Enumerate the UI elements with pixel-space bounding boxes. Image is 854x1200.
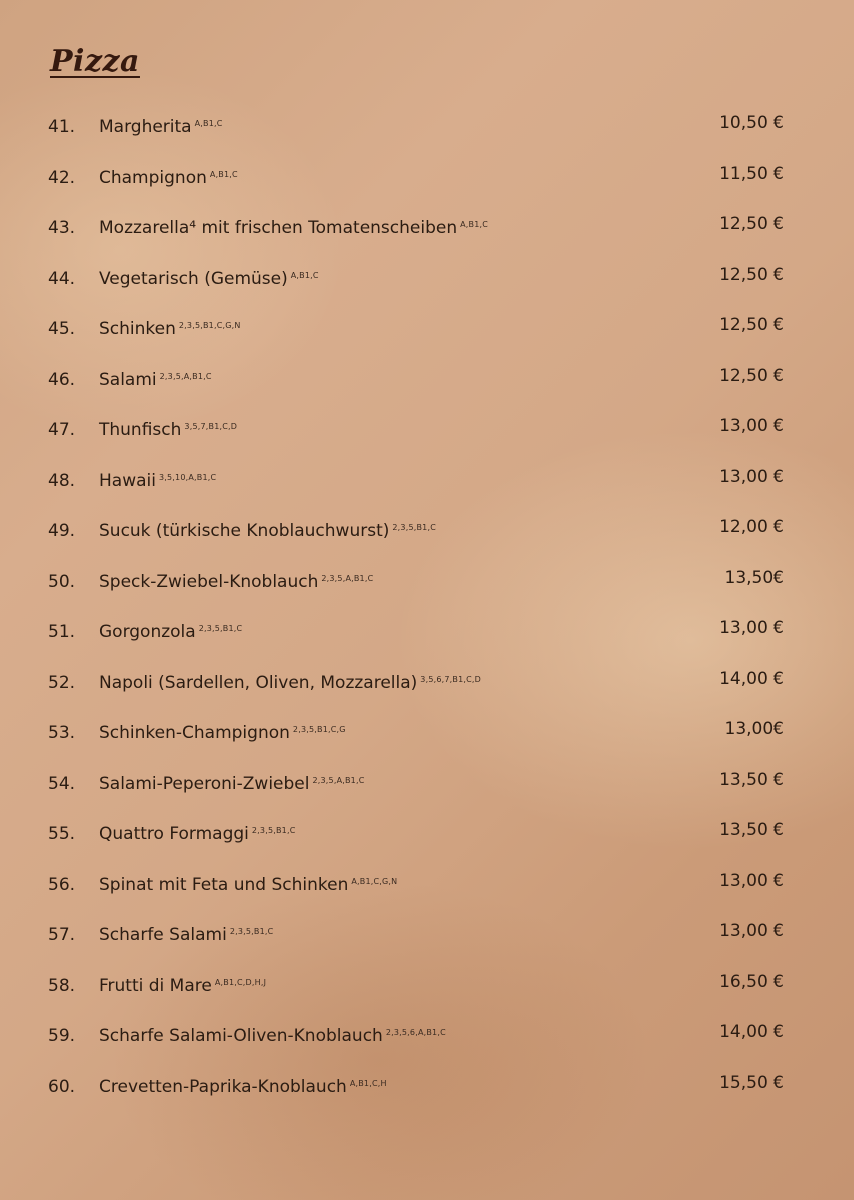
item-allergens: A,B1,C (209, 169, 238, 179)
menu-item (0, 567, 854, 623)
menu-item (0, 1072, 854, 1128)
menu-item (0, 820, 854, 875)
item-name: Schinken $^{2,3,5,B1,C,G,N}$ (99, 319, 241, 339)
item-allergens: 2,3,5,B1,C,G (292, 725, 346, 734)
item-allergens: 3,5,10,A,B1,C (158, 472, 217, 482)
item-allergens: 2,3,5,B1,C (392, 523, 436, 532)
item-name: Mozzarella⁴ mit frischen Tomatenscheiben $^{A,B1,C}$ (99, 218, 489, 238)
menu-item (0, 870, 854, 926)
item-price: 13,00 € (719, 416, 784, 436)
item-number: 51. (48, 622, 76, 642)
item-number: 48. (48, 470, 76, 491)
item-price: 13,00 € (719, 466, 784, 487)
item-allergens: 2,3,5,A,B1,C (159, 371, 212, 381)
item-allergens: A,B1,C (460, 220, 489, 229)
item-number: 59. (48, 1026, 76, 1046)
menu-item (0, 517, 854, 572)
item-number: 49. (48, 521, 76, 541)
item-number: 50. (48, 571, 76, 592)
item-name: Speck-Zwiebel-Knoblauch $^{2,3,5,A,B1,C}$ (99, 571, 374, 592)
item-number: 44. (48, 268, 76, 289)
menu-item (0, 214, 854, 269)
item-number: 47. (48, 420, 76, 440)
item-number: 55. (48, 824, 76, 844)
item-name: Champignon $^{A,B1,C}$ (99, 167, 238, 188)
menu-item (0, 668, 854, 724)
item-number: 46. (48, 369, 76, 390)
item-name: Thunfisch $^{3,5,7,B1,C,D}$ (99, 420, 238, 440)
item-price: 13,50€ (724, 567, 784, 588)
menu-item (0, 365, 854, 421)
menu-item (0, 466, 854, 522)
page-title: Pizza (50, 44, 140, 79)
item-name: Hawaii $^{3,5,10,A,B1,C}$ (99, 470, 217, 491)
item-price: 13,00 € (719, 870, 784, 891)
item-name: Crevetten-Paprika-Knoblauch $^{A,B1,C,H}$ (99, 1076, 387, 1097)
menu-item (0, 163, 854, 219)
item-allergens: 2,3,5,B1,C,G,N (178, 321, 241, 330)
item-price: 13,00 € (719, 921, 784, 941)
item-price: 12,50 € (719, 264, 784, 285)
item-allergens: 2,3,5,B1,C (229, 927, 274, 936)
item-allergens: 2,3,5,A,B1,C (321, 573, 374, 583)
item-price: 13,00€ (724, 719, 784, 739)
item-price: 13,50 € (719, 820, 784, 840)
item-number: 42. (48, 167, 76, 188)
item-price: 12,50 € (719, 315, 784, 335)
item-name: Vegetarisch (Gemüse) $^{A,B1,C}$ (99, 268, 319, 289)
item-name: Margherita $^{A,B1,C}$ (99, 117, 223, 137)
menu-item (0, 769, 854, 825)
menu-item (0, 264, 854, 320)
item-allergens: A,B1,C (290, 270, 319, 280)
menu-item (0, 113, 854, 168)
menu-item (0, 416, 854, 471)
item-number: 58. (48, 975, 76, 996)
item-price: 13,50 € (719, 769, 784, 790)
menu-item (0, 719, 854, 774)
item-price: 12,50 € (719, 365, 784, 386)
item-allergens: 2,3,5,A,B1,C (312, 775, 365, 785)
item-price: 16,50 € (719, 971, 784, 992)
item-allergens: A,B1,C,G,N (351, 876, 398, 886)
item-price: 10,50 € (719, 113, 784, 133)
pizza-menu-list (0, 113, 854, 1127)
item-number: 52. (48, 672, 76, 693)
item-name: Gorgonzola $^{2,3,5,B1,C}$ (99, 622, 243, 642)
menu-item (0, 618, 854, 673)
item-number: 43. (48, 218, 76, 238)
item-number: 60. (48, 1076, 76, 1097)
item-name: Napoli (Sardellen, Oliven, Mozzarella) $^{3,5,6,7,B1,C,D}$ (99, 672, 482, 693)
item-price: 12,00 € (719, 517, 784, 537)
item-price: 12,50 € (719, 214, 784, 234)
menu-item (0, 315, 854, 370)
item-number: 41. (48, 117, 76, 137)
item-name: Sucuk (türkische Knoblauchwurst) $^{2,3,5,B1,C}$ (99, 521, 436, 541)
item-price: 14,00 € (719, 1022, 784, 1042)
item-number: 57. (48, 925, 76, 945)
item-allergens: 3,5,7,B1,C,D (184, 422, 238, 431)
menu-item (0, 971, 854, 1027)
item-name: Spinat mit Feta und Schinken $^{A,B1,C,G,N}$ (99, 874, 398, 895)
item-name: Salami $^{2,3,5,A,B1,C}$ (99, 369, 212, 390)
item-price: 13,00 € (719, 618, 784, 638)
item-allergens: 3,5,6,7,B1,C,D (420, 674, 482, 684)
menu-item (0, 1022, 854, 1077)
item-price: 15,50 € (719, 1072, 784, 1093)
item-name: Quattro Formaggi $^{2,3,5,B1,C}$ (99, 824, 296, 844)
item-allergens: A,B1,C (194, 119, 223, 128)
item-number: 54. (48, 773, 76, 794)
item-price: 14,00 € (719, 668, 784, 689)
item-name: Scharfe Salami $^{2,3,5,B1,C}$ (99, 925, 274, 945)
item-name: Salami-Peperoni-Zwiebel $^{2,3,5,A,B1,C}$ (99, 773, 365, 794)
item-number: 56. (48, 874, 76, 895)
item-name: Schinken-Champignon $^{2,3,5,B1,C,G}$ (99, 723, 346, 743)
item-allergens: A,B1,C,H (349, 1078, 387, 1088)
item-number: 53. (48, 723, 76, 743)
item-name: Frutti di Mare $^{A,B1,C,D,H,J}$ (99, 975, 267, 996)
item-allergens: 2,3,5,B1,C (198, 624, 243, 633)
item-number: 45. (48, 319, 76, 339)
item-allergens: 2,3,5,B1,C (251, 826, 296, 835)
menu-item (0, 921, 854, 976)
item-price: 11,50 € (719, 163, 784, 184)
item-name: Scharfe Salami-Oliven-Knoblauch $^{2,3,5,6,A,B1,C}$ (99, 1026, 446, 1046)
item-allergens: 2,3,5,6,A,B1,C (385, 1028, 446, 1037)
item-allergens: A,B1,C,D,H,J (214, 977, 267, 987)
